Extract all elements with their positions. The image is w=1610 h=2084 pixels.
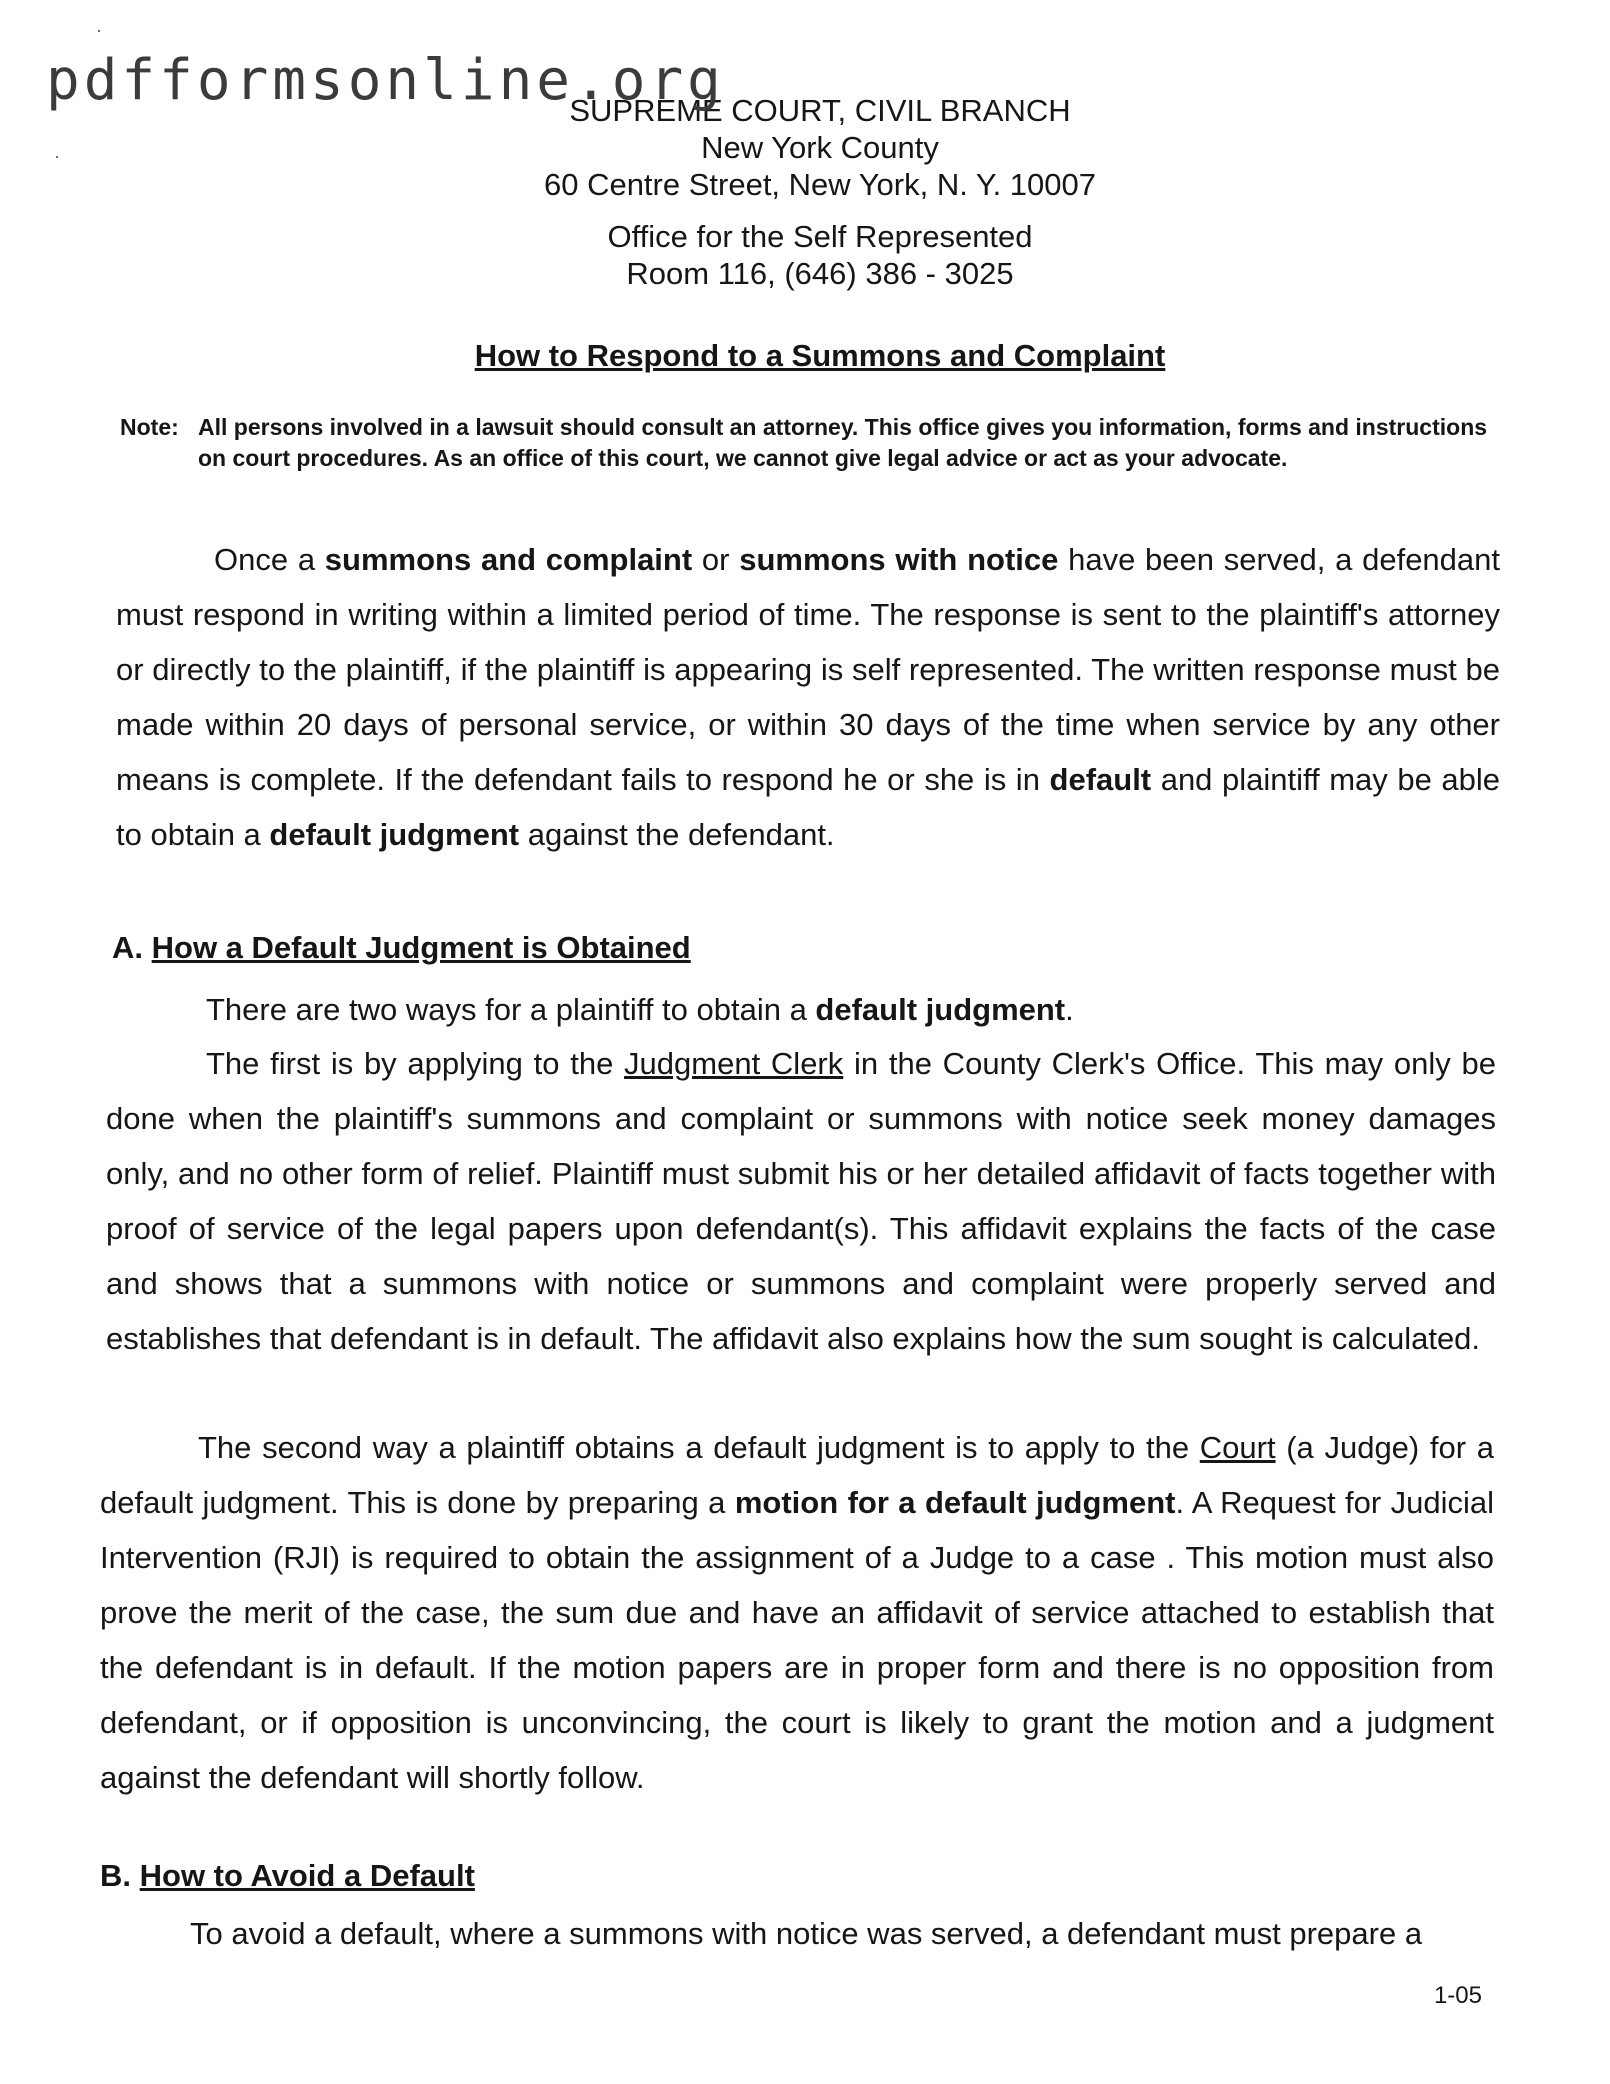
court-ref: Court	[1199, 1430, 1276, 1465]
section-a-letter: A.	[112, 930, 143, 965]
term-summons-notice: summons with notice	[739, 542, 1059, 577]
section-b-title: How to Avoid a Default	[139, 1858, 475, 1893]
office-header	[430, 218, 1210, 292]
court-county: New York County	[701, 130, 939, 165]
term-summons-complaint: summons and complaint	[324, 542, 693, 577]
scan-speck: ·	[96, 20, 102, 40]
judgment-clerk-ref: Judgment Clerk	[624, 1046, 844, 1081]
court-name: SUPREME COURT, CIVIL BRANCH	[569, 93, 1071, 128]
office-name: Office for the Self Represented	[607, 219, 1033, 254]
term-default-judgment: default judgment	[815, 992, 1066, 1027]
attorney-note	[120, 412, 1500, 474]
section-a-heading	[112, 930, 691, 966]
section-a-paragraph-3: The second way a plaintiff obtains a default judgment is to apply to the Court (a Judge) for a default judgment. This is done by preparing a motion for a default judgment. A Request for Judicial Intervention (RJI) is required to obtain the assignment of a Judge to a case . This motion must also prove the merit of the case, the sum due and have an affidavit of service attached to establish that the defendant is in default. If the motion papers are in proper form and there is no opposition from defendant, or if opposition is unconvincing, the court is likely to grant the motion and a judgment against the defendant will shortly follow.	[100, 1430, 1495, 1795]
term-motion-default-judgment: motion for a default judgment	[734, 1485, 1176, 1520]
section-b-heading	[100, 1858, 475, 1894]
term-default-judgment: default judgment	[269, 817, 520, 852]
scan-speck: ·	[54, 146, 60, 166]
note-text: All persons involved in a lawsuit should consult an attorney. This office gives you information, forms and instructions on court procedures. As an office of this court, we cannot give legal advice or act as your advocate.	[198, 414, 1488, 471]
court-address: 60 Centre Street, New York, N. Y. 10007	[543, 167, 1097, 202]
page-title: How to Respond to a Summons and Complaint	[474, 338, 1166, 373]
section-a-title: How a Default Judgment is Obtained	[151, 930, 691, 965]
section-a-paragraph-2: The first is by applying to the Judgment Clerk in the County Clerk's Office. This may only be done when the plaintiff's summons and complaint or summons with notice seek money damages only, and no other form of relief. Plaintiff must submit his or her detailed affidavit of facts together with proof of service of the legal papers upon defendant(s). This affidavit explains the facts of the case and shows that a summons with notice or summons and complaint were properly served and establishes that defendant is in default. The affidavit also explains how the sum sought is calculated.	[106, 1046, 1497, 1356]
section-b-letter: B.	[100, 1858, 131, 1893]
note-label: Note:	[120, 414, 179, 440]
section-b-paragraph-1: To avoid a default, where a summons with notice was served, a defendant must prepare a	[190, 1916, 1423, 1951]
watermark-logo: pdfformsonline.org	[46, 48, 725, 113]
term-default: default	[1049, 762, 1152, 797]
page-code: 1-05	[1433, 1982, 1482, 2009]
intro-paragraph: Once a summons and complaint or summons with notice have been served, a defendant must respond in writing within a limited period of time. The response is sent to the plaintiff's attorney or directly to the plaintiff, if the plaintiff is appearing is self represented. The written response must be made within 20 days of personal service, or within 30 days of the time when service by any other means is complete. If the defendant fails to respond he or she is in default and plaintiff may be able to obtain a default judgment against the defendant.	[116, 542, 1501, 852]
office-room-phone: Room 116, (646) 386 - 3025	[626, 256, 1014, 291]
section-a-paragraph-1: There are two ways for a plaintiff to obtain a default judgment.	[206, 992, 1074, 1027]
